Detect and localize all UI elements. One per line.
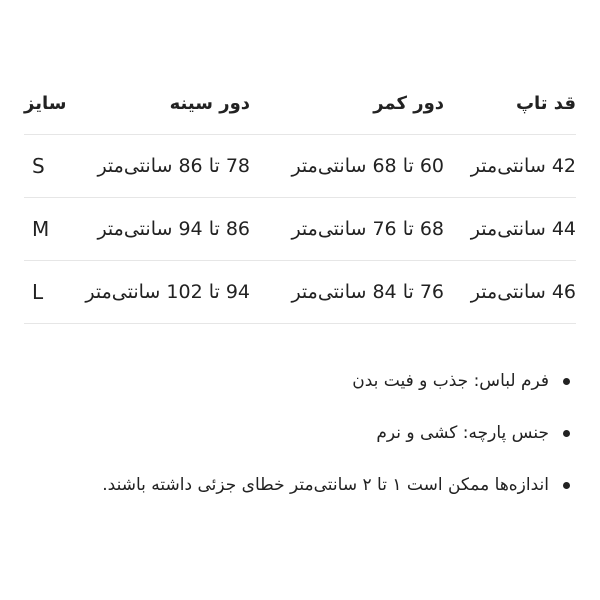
- table-row: [24, 135, 576, 198]
- table-row: [24, 198, 576, 261]
- table-header-row: [24, 72, 576, 135]
- length-cell: 46 سانتی‌متر: [470, 281, 576, 303]
- length-cell: 44 سانتی‌متر: [470, 218, 576, 240]
- table-row: [24, 261, 576, 324]
- waist-cell: 68 تا 76 سانتی‌متر: [291, 218, 444, 240]
- list-item: [30, 407, 570, 459]
- bullet-icon: [563, 378, 570, 385]
- header-waist: دور کمر: [373, 92, 444, 114]
- size-cell: L: [32, 280, 44, 304]
- note-text: جنس پارچه: کشی و نرم: [376, 423, 549, 443]
- size-cell: M: [32, 217, 50, 241]
- chest-cell: 94 تا 102 سانتی‌متر: [85, 281, 250, 303]
- list-item: [30, 355, 570, 407]
- notes-list: [30, 355, 570, 511]
- length-cell: 42 سانتی‌متر: [470, 155, 576, 177]
- chest-cell: 78 تا 86 سانتی‌متر: [97, 155, 250, 177]
- bullet-icon: [563, 430, 570, 437]
- header-size: سایز: [24, 92, 67, 114]
- header-chest: دور سینه: [169, 92, 250, 114]
- size-cell: S: [32, 154, 45, 178]
- list-item: [30, 459, 570, 511]
- chest-cell: 86 تا 94 سانتی‌متر: [97, 218, 250, 240]
- waist-cell: 76 تا 84 سانتی‌متر: [291, 281, 444, 303]
- note-text: فرم لباس: جذب و فیت بدن: [352, 371, 549, 391]
- bullet-icon: [563, 482, 570, 489]
- header-length: قد تاپ: [515, 92, 576, 114]
- note-text: اندازه‌ها ممکن است ۱ تا ۲ سانتی‌متر خطای جزئی داشته باشند.: [102, 475, 549, 495]
- size-table: [24, 72, 576, 324]
- waist-cell: 60 تا 68 سانتی‌متر: [291, 155, 444, 177]
